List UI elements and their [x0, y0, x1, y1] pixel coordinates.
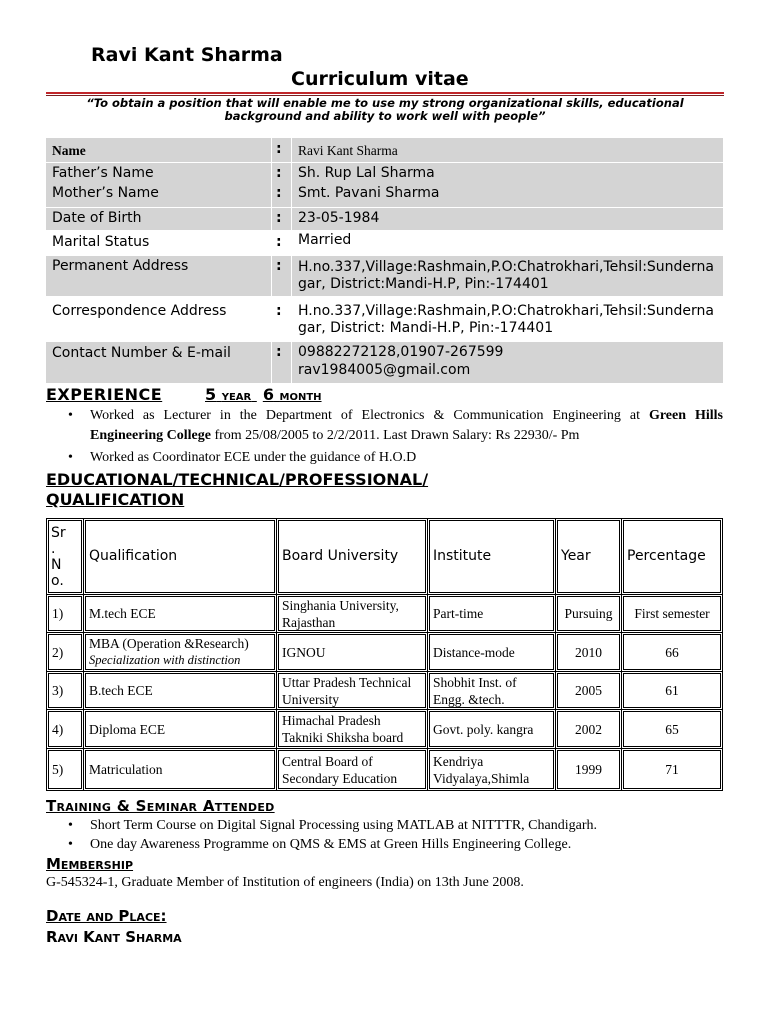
column-header-percentage: Percentage: [622, 519, 723, 595]
personal-value: Sh. Rup Lal Sharma: [298, 165, 435, 181]
personal-label: Name: [52, 143, 86, 158]
personal-value: Smt. Pavani Sharma: [298, 185, 440, 201]
experience-text: Worked as Lecturer in the Department of Electronics & Communication Engineering at: [90, 408, 640, 423]
table-row: [47, 595, 723, 633]
cell-qualification: [84, 633, 277, 672]
personal-colon: :: [276, 210, 282, 226]
cell-board: Himachal Pradesh Takniki Shiksha board: [277, 710, 428, 749]
personal-colon: :: [276, 258, 282, 274]
personal-label: Permanent Address: [52, 258, 189, 274]
personal-label: Contact Number & E-mail: [52, 345, 231, 361]
cell-institute: Distance-mode: [428, 633, 556, 672]
cell-qualification: M.tech ECE: [84, 595, 277, 633]
cell-percentage: 71: [622, 749, 723, 791]
education-heading-line2: QUALIFICATION: [46, 490, 185, 509]
qualification-title: MBA (Operation &Research): [89, 636, 249, 651]
table-header-row: [47, 519, 723, 595]
experience-years-unit: year: [221, 388, 252, 404]
cell-board: Singhania University, Rajasthan: [277, 595, 428, 633]
cell-year: 2002: [556, 710, 622, 749]
cell-institute: Part-time: [428, 595, 556, 633]
personal-row-contact: [46, 342, 723, 383]
experience-heading: EXPERIENCE: [46, 385, 163, 404]
cell-institute: Govt. poly. kangra: [428, 710, 556, 749]
cell-sr: 1): [47, 595, 84, 633]
cell-sr: 4): [47, 710, 84, 749]
personal-value: H.no.337,Village:Rashmain,P.O:Chatrokhari,Tehsil:Sundernagar, District: Mandi-H.P, Pin:-174401: [298, 303, 715, 336]
experience-text: Worked as Coordinator ECE under the guidance of H.O.D: [90, 450, 417, 465]
cell-year: Pursuing: [556, 595, 622, 633]
personal-label: Correspondence Address: [52, 303, 227, 319]
candidate-name: Ravi Kant Sharma: [91, 44, 283, 66]
cell-year: 2010: [556, 633, 622, 672]
personal-label: Mother’s Name: [52, 185, 159, 201]
cell-qualification: Matriculation: [84, 749, 277, 791]
personal-label: Date of Birth: [52, 210, 142, 226]
personal-colon: :: [276, 234, 282, 250]
cell-sr: 2): [47, 633, 84, 672]
cell-board: IGNOU: [277, 633, 428, 672]
cell-year: 1999: [556, 749, 622, 791]
bullet-icon: •: [68, 408, 73, 423]
education-heading-line1: EDUCATIONAL/TECHNICAL/PROFESSIONAL/: [46, 470, 429, 489]
education-heading: [46, 470, 428, 510]
cell-sr: 5): [47, 749, 84, 791]
email-address[interactable]: rav1984005@gmail.com: [298, 362, 471, 378]
personal-colon: :: [276, 303, 282, 319]
personal-row-parents: [46, 163, 723, 207]
employer-name: Green Hills Engineering College: [90, 408, 723, 443]
cell-board: Central Board of Secondary Education: [277, 749, 428, 791]
personal-value: 23-05-1984: [298, 210, 380, 226]
column-header-sr: Sr . N o.: [47, 519, 84, 595]
experience-months-number: 6: [262, 385, 274, 404]
career-objective: “To obtain a position that will enable me to use my strong organizational skills, educational background and ability to work well with people”: [86, 96, 684, 123]
qualification-table: [46, 518, 723, 791]
training-heading: Training & Seminar Attended: [46, 797, 275, 815]
bullet-icon: •: [68, 837, 73, 852]
personal-colon: :: [276, 141, 282, 157]
cell-qualification: Diploma ECE: [84, 710, 277, 749]
personal-label: Father’s Name: [52, 165, 154, 181]
date-place-label: Date and Place:: [46, 907, 167, 925]
document-title: Curriculum vitae: [291, 68, 469, 90]
personal-colon: :: [276, 344, 282, 360]
header-rule: [46, 92, 724, 94]
experience-years-number: 5: [205, 385, 217, 404]
personal-label: Marital Status: [52, 234, 150, 250]
personal-row-marital: [46, 231, 723, 255]
personal-value: H.no.337,Village:Rashmain,P.O:Chatrokhari,Tehsil:Sundernagar, District:Mandi-H.P, Pin:-174401: [298, 259, 715, 292]
cell-percentage: 65: [622, 710, 723, 749]
membership-heading: Membership: [46, 855, 134, 873]
table-row: [47, 672, 723, 710]
cell-percentage: First semester: [622, 595, 723, 633]
cell-percentage: 61: [622, 672, 723, 710]
training-text: One day Awareness Programme on QMS & EMS at Green Hills Engineering College.: [90, 837, 572, 852]
experience-text: from 25/08/2005 to 2/2/2011. Last Drawn Salary: Rs 22930/- Pm: [214, 428, 580, 443]
table-row: [47, 710, 723, 749]
personal-row-dob: [46, 208, 723, 230]
experience-duration: [205, 385, 322, 404]
cell-qualification: B.tech ECE: [84, 672, 277, 710]
phone-numbers: 09882272128,01907-267599: [298, 344, 504, 360]
cell-institute: Kendriya Vidyalaya,Shimla: [428, 749, 556, 791]
membership-text: G-545324-1, Graduate Member of Institution of engineers (India) on 13th June 2008.: [46, 875, 524, 890]
cell-percentage: 66: [622, 633, 723, 672]
personal-row-correspondence-address: [46, 297, 723, 341]
table-row: [47, 749, 723, 791]
personal-colon: :: [276, 165, 282, 181]
experience-months-unit: month: [279, 388, 322, 404]
personal-colon: :: [276, 185, 282, 201]
cell-board: Uttar Pradesh Technical University: [277, 672, 428, 710]
personal-value: Ravi Kant Sharma: [298, 143, 398, 158]
column-header-year: Year: [556, 519, 622, 595]
personal-value: Married: [298, 232, 352, 248]
column-header-qualification: Qualification: [84, 519, 277, 595]
qualification-note: Specialization with distinction: [89, 653, 241, 667]
column-header-institute: Institute: [428, 519, 556, 595]
experience-heading-row: [46, 385, 446, 407]
training-text: Short Term Course on Digital Signal Processing using MATLAB at NITTTR, Chandigarh.: [90, 818, 597, 833]
signature-name: Ravi Kant Sharma: [46, 928, 182, 946]
column-header-board: Board University: [277, 519, 428, 595]
personal-row-name: [46, 138, 723, 162]
personal-row-permanent-address: [46, 256, 723, 296]
cell-institute: Shobhit Inst. of Engg. &tech.: [428, 672, 556, 710]
table-row: [47, 633, 723, 672]
bullet-icon: •: [68, 818, 73, 833]
bullet-icon: •: [68, 450, 73, 465]
cell-sr: 3): [47, 672, 84, 710]
cell-year: 2005: [556, 672, 622, 710]
